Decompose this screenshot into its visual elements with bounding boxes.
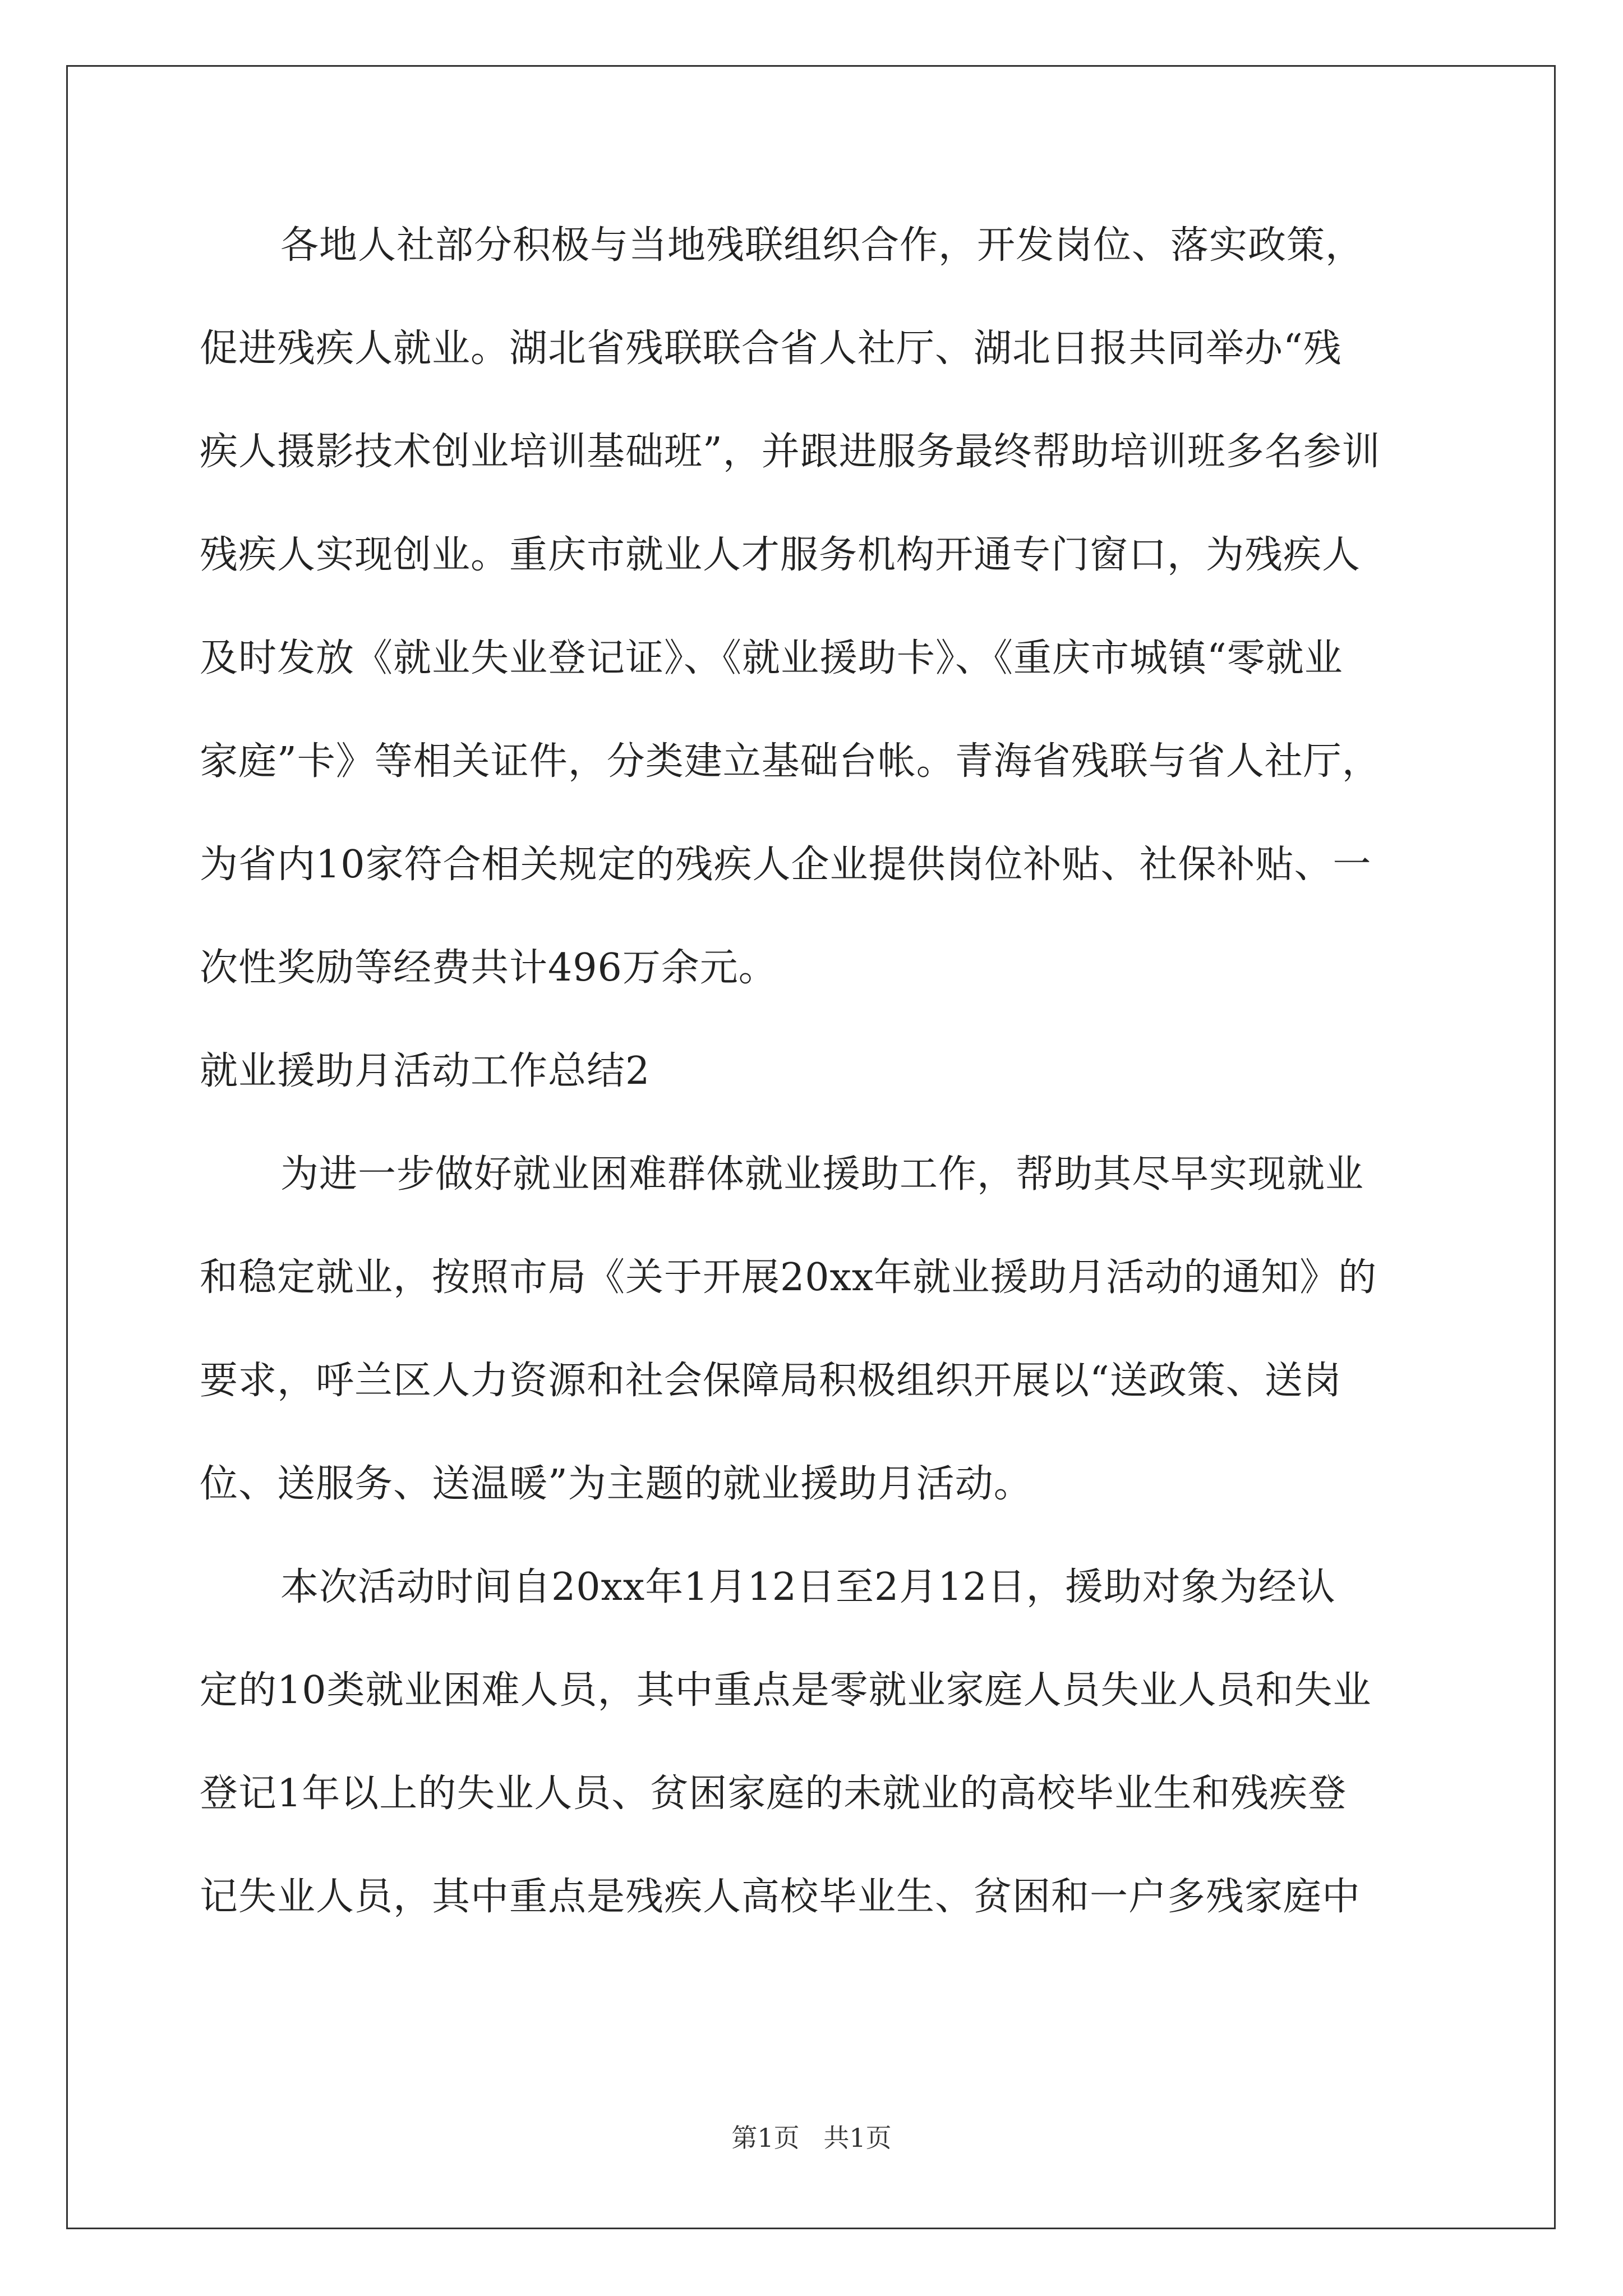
paragraph-1-line-5: 及时发放《就业失业登记证》、《就业援助卡》、《重庆市城镇“零就业 xyxy=(200,636,1343,680)
paragraph-1-line-3: 疾人摄影技术创业培训基础班”，并跟进服务最终帮助培训班多名参训 xyxy=(200,430,1381,474)
paragraph-1-line-6: 家庭”卡》等相关证件，分类建立基础台帐。青海省残联与省人社厅， xyxy=(200,739,1381,784)
paragraph-3-line-1: 本次活动时间自20xx年1月12日至2月12日，援助对象为经认 xyxy=(280,1565,1336,1609)
paragraph-2-line-3: 要求，呼兰区人力资源和社会保障局积极组织开展以“送政策、送岗 xyxy=(200,1359,1342,1403)
paragraph-1-line-1: 各地人社部分积极与当地残联组织合作，开发岗位、落实政策， xyxy=(280,223,1364,268)
paragraph-3-line-4: 记失业人员，其中重点是残疾人高校毕业生、贫困和一户多残家庭中 xyxy=(200,1875,1361,1919)
paragraph-2-line-4: 位、送服务、送温暖”为主题的就业援助月活动。 xyxy=(200,1462,1032,1506)
paragraph-1-line-4: 残疾人实现创业。重庆市就业人才服务机构开通专门窗口，为残疾人 xyxy=(200,533,1361,577)
paragraph-3-line-2: 定的10类就业困难人员，其中重点是零就业家庭人员失业人员和失业 xyxy=(200,1668,1372,1713)
paragraph-2-line-2: 和稳定就业，按照市局《关于开展20xx年就业援助月活动的通知》的 xyxy=(200,1255,1377,1300)
page-number: 第1页 xyxy=(731,2123,800,2153)
paragraph-1-line-2: 促进残疾人就业。湖北省残联联合省人社厅、湖北日报共同举办“残 xyxy=(200,326,1342,371)
page-footer xyxy=(0,2122,1623,2154)
paragraph-3-line-3: 登记1年以上的失业人员、贫困家庭的未就业的高校毕业生和残疾登 xyxy=(200,1772,1347,1816)
paragraph-1-line-7: 为省内10家符合相关规定的残疾人企业提供岗位补贴、社保补贴、一 xyxy=(200,843,1372,887)
paragraph-1-line-8: 次性奖励等经费共计496万余元。 xyxy=(200,946,777,990)
paragraph-2-line-1: 为进一步做好就业困难群体就业援助工作，帮助其尽早实现就业 xyxy=(280,1152,1364,1197)
section-heading: 就业援助月活动工作总结2 xyxy=(200,1049,651,1093)
page-total: 共1页 xyxy=(823,2123,892,2153)
